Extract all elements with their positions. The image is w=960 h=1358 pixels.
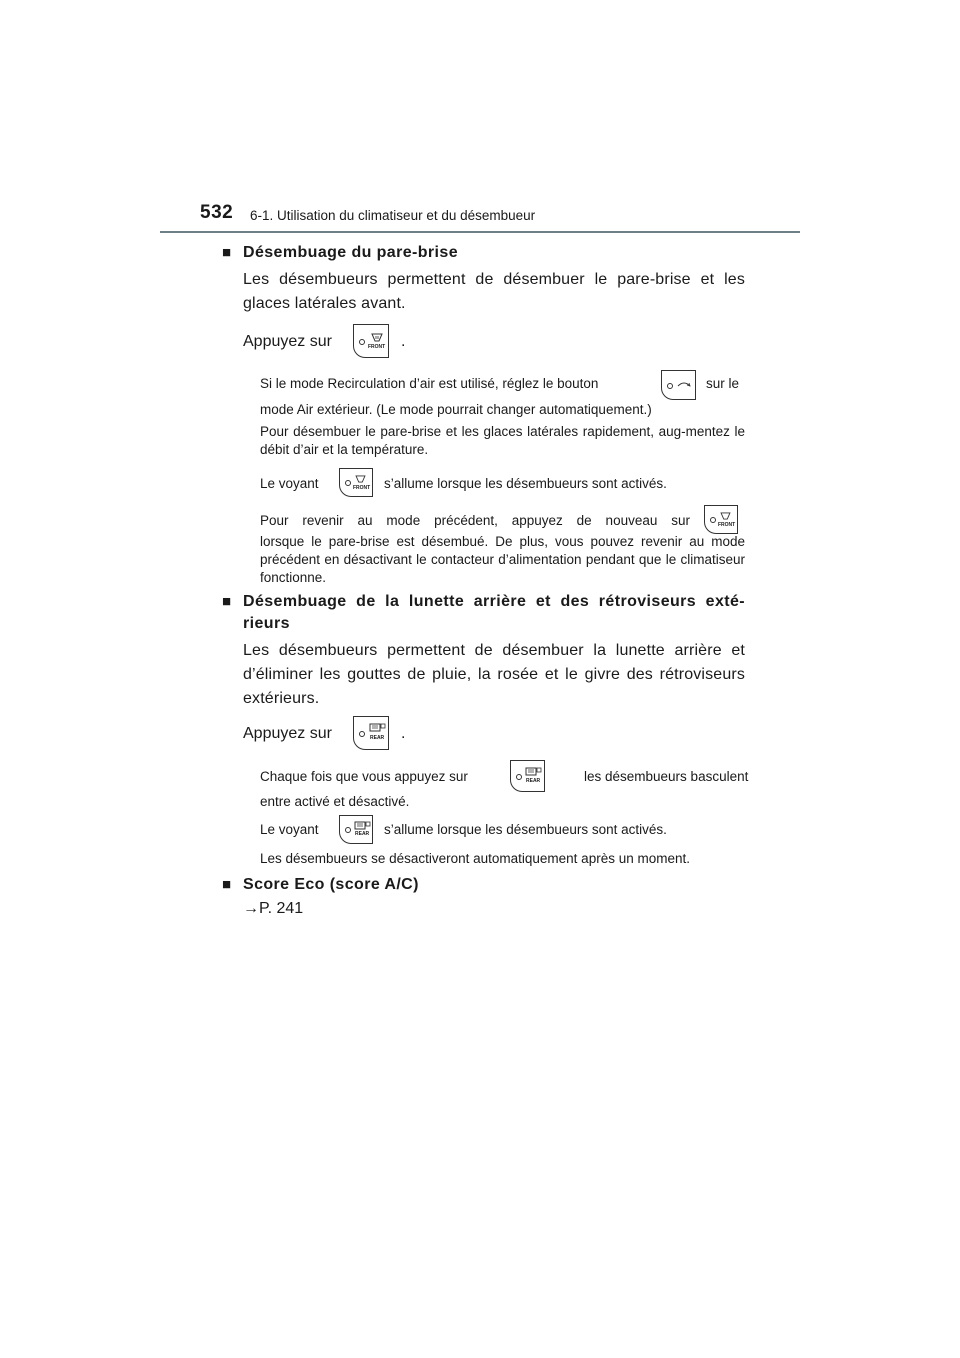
rear-label: REAR [370, 735, 385, 741]
rear-window-icon [369, 723, 386, 732]
page-reference-link[interactable]: →P. 241 [243, 900, 304, 917]
body-text: Les désembueurs permettent de désembuer la lunette arrière et d’éliminer les gouttes de pluie, la rosée et le givre des rétroviseurs extérieurs. [243, 642, 745, 707]
section-heading-rear: ■ Désembuage de la lunette arrière et des rétroviseurs exté- rieurs [222, 593, 745, 632]
note-text: lorsque le pare-brise est désembué. De plus, vous pouvez revenir au mode précédent en désactivant le contacteur d’alimentation pendant que le climatiseur fonctionne. [260, 534, 745, 585]
note-text: Les désembueurs se désactiveront automatiquement après un moment. [260, 851, 690, 866]
square-bullet-icon: ■ [222, 244, 232, 261]
note-text: entre activé et désactivé. [260, 794, 410, 809]
indicator-light-icon [359, 731, 365, 737]
page-header [200, 202, 800, 234]
indicator-light-icon [345, 480, 351, 486]
rear-label: REAR [526, 778, 541, 784]
note-text: s’allume lorsque les désembueurs sont activés. [384, 822, 667, 837]
note-text: Chaque fois que vous appuyez sur [260, 769, 468, 784]
rear-defogger-indicator [339, 815, 373, 844]
press-label: Appuyez sur [243, 333, 332, 350]
rear-defogger-button[interactable] [353, 716, 389, 750]
period: . [401, 333, 406, 350]
rear-window-icon [525, 767, 542, 776]
square-bullet-icon: ■ [222, 876, 232, 893]
section-heading-eco-score: ■ Score Eco (score A/C) [222, 874, 762, 896]
note-text: s’allume lorsque les désembueurs sont activés. [384, 476, 667, 491]
note-text: Le voyant [260, 822, 319, 837]
header-rule [160, 231, 800, 233]
front-defroster-indicator [339, 468, 373, 497]
rear-window-icon [354, 821, 371, 830]
square-bullet-icon: ■ [222, 593, 232, 610]
note-text: Si le mode Recirculation d’air est utilisé, réglez le bouton [260, 376, 599, 391]
windshield-icon [355, 475, 366, 483]
rear-label: REAR [355, 831, 370, 837]
windshield-icon [720, 512, 731, 520]
front-defroster-button[interactable] [704, 505, 738, 534]
front-defroster-button[interactable] [353, 324, 389, 358]
chapter-title: 6-1. Utilisation du climatiseur et du désembueur [250, 208, 536, 223]
note-text: sur le [706, 376, 740, 391]
windshield-icon [371, 333, 383, 342]
note-text: les désembueurs basculent [584, 769, 749, 784]
recirculation-icon [676, 380, 692, 390]
note-text: Le voyant [260, 476, 319, 491]
rear-defogger-button[interactable] [510, 760, 545, 792]
note-text: mode Air extérieur. (Le mode pourrait changer automatiquement.) [260, 402, 652, 417]
period: . [401, 725, 406, 742]
front-label: FRONT [718, 522, 736, 528]
note-text: Pour revenir au mode précédent, appuyez de nouveau sur [260, 513, 690, 528]
indicator-light-icon [345, 827, 351, 833]
indicator-light-icon [359, 339, 365, 345]
body-line: glaces latérales avant. [243, 295, 406, 312]
recirculation-button[interactable] [661, 370, 696, 400]
press-label: Appuyez sur [243, 725, 332, 742]
indicator-light-icon [710, 517, 716, 523]
note-text: Pour désembuer le pare-brise et les glaces latérales rapidement, aug-mentez le débit d’air et la température. [260, 424, 745, 457]
body-line: Les désembueurs permettent de désembuer le pare-brise et les [243, 271, 745, 288]
page-number: 532 [200, 202, 234, 223]
section-heading-windshield: ■ Désembuage du pare-brise [222, 242, 762, 264]
front-label: FRONT [353, 485, 371, 491]
indicator-light-icon [667, 383, 673, 389]
indicator-light-icon [516, 774, 522, 780]
front-label: FRONT [368, 344, 386, 350]
